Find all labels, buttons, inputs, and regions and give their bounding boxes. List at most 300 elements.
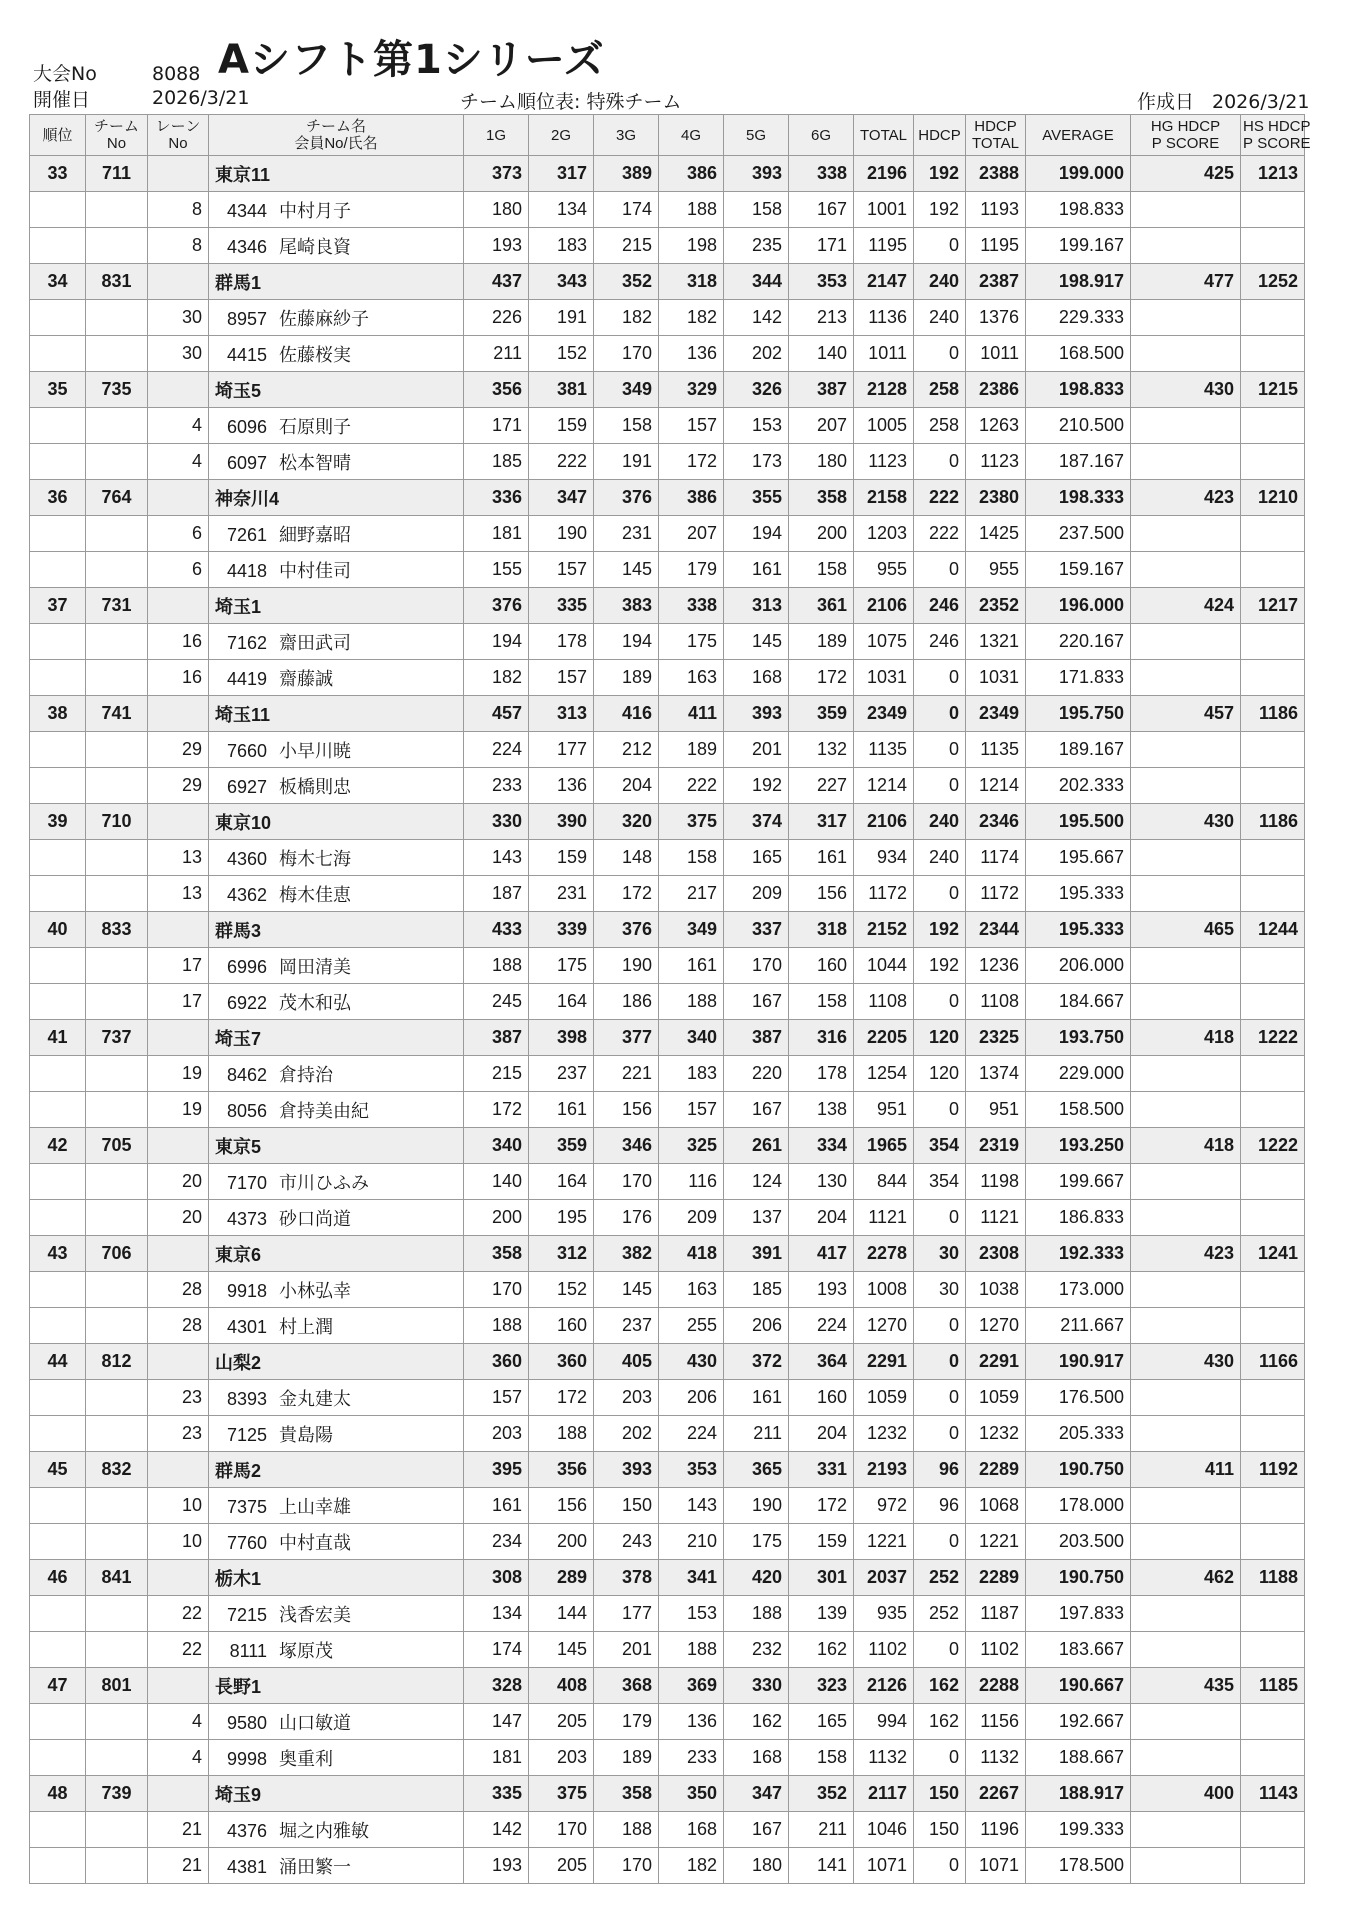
- team-hs-score: 1241: [1241, 1236, 1305, 1272]
- team-game-score: 347: [529, 480, 594, 516]
- team-hg-score: 457: [1131, 696, 1241, 732]
- member-info: [209, 228, 464, 264]
- team-game-score: 349: [659, 912, 724, 948]
- member-hdcp: 0: [914, 732, 966, 768]
- team-game-score: 340: [464, 1128, 529, 1164]
- member-game-score: 182: [659, 300, 724, 336]
- team-total: 2037: [854, 1560, 914, 1596]
- member-lane: 10: [148, 1524, 209, 1560]
- member-game-score: 194: [594, 624, 659, 660]
- member-row: [30, 1164, 1305, 1200]
- member-rank: [30, 516, 86, 552]
- team-number: 737: [86, 1020, 148, 1056]
- team-total: 2106: [854, 804, 914, 840]
- team-hg-score: 418: [1131, 1020, 1241, 1056]
- member-game-score: 155: [464, 552, 529, 588]
- team-hdcp: 246: [914, 588, 966, 624]
- team-name: 埼玉1: [209, 588, 464, 624]
- member-team-no: [86, 624, 148, 660]
- member-game-score: 161: [659, 948, 724, 984]
- member-name: 金丸建太: [279, 1388, 351, 1409]
- team-game-score: 360: [464, 1344, 529, 1380]
- team-hs-score: 1222: [1241, 1020, 1305, 1056]
- member-game-score: 156: [529, 1488, 594, 1524]
- team-game-score: 336: [464, 480, 529, 516]
- member-average: 203.500: [1026, 1524, 1131, 1560]
- team-hdcp-total: 2289: [966, 1452, 1026, 1488]
- member-game-score: 132: [789, 732, 854, 768]
- team-game-score: 338: [659, 588, 724, 624]
- team-game-score: 389: [594, 156, 659, 192]
- member-game-score: 164: [529, 984, 594, 1020]
- team-game-score: 316: [789, 1020, 854, 1056]
- team-game-score: 391: [724, 1236, 789, 1272]
- team-hdcp-total: 2267: [966, 1776, 1026, 1812]
- member-hdcp-total: 1232: [966, 1416, 1026, 1452]
- member-total: 1011: [854, 336, 914, 372]
- member-game-score: 194: [724, 516, 789, 552]
- member-game-score: 243: [594, 1524, 659, 1560]
- team-row: [30, 696, 1305, 732]
- member-hdcp: 0: [914, 1416, 966, 1452]
- member-rank: [30, 660, 86, 696]
- member-id: 6096: [226, 416, 267, 437]
- member-info: [209, 1812, 464, 1848]
- member-game-score: 158: [594, 408, 659, 444]
- member-game-score: 172: [659, 444, 724, 480]
- member-hdcp-total: 1108: [966, 984, 1026, 1020]
- team-game-score: 378: [594, 1560, 659, 1596]
- member-game-score: 188: [659, 192, 724, 228]
- team-average: 198.917: [1026, 264, 1131, 300]
- member-team-no: [86, 1524, 148, 1560]
- member-hs-score: [1241, 1704, 1305, 1740]
- member-game-score: 142: [464, 1812, 529, 1848]
- member-rank: [30, 1272, 86, 1308]
- team-game-score: 383: [594, 588, 659, 624]
- member-team-no: [86, 228, 148, 264]
- member-info: [209, 624, 464, 660]
- member-info: [209, 1704, 464, 1740]
- team-name: 長野1: [209, 1668, 464, 1704]
- member-row: [30, 840, 1305, 876]
- member-hs-score: [1241, 732, 1305, 768]
- member-game-score: 136: [529, 768, 594, 804]
- member-game-score: 182: [464, 660, 529, 696]
- member-game-score: 145: [724, 624, 789, 660]
- member-rank: [30, 1704, 86, 1740]
- member-game-score: 136: [659, 1704, 724, 1740]
- member-info: [209, 1596, 464, 1632]
- member-total: 951: [854, 1092, 914, 1128]
- team-game-score: 387: [724, 1020, 789, 1056]
- member-lane: 22: [148, 1632, 209, 1668]
- team-game-score: 358: [594, 1776, 659, 1812]
- member-id: 7215: [226, 1604, 267, 1625]
- team-number: 710: [86, 804, 148, 840]
- member-info: [209, 336, 464, 372]
- member-average: 178.000: [1026, 1488, 1131, 1524]
- team-game-score: 341: [659, 1560, 724, 1596]
- member-name: 山口敏道: [279, 1712, 351, 1733]
- member-hs-score: [1241, 444, 1305, 480]
- team-hs-score: 1186: [1241, 804, 1305, 840]
- member-rank: [30, 228, 86, 264]
- member-game-score: 233: [464, 768, 529, 804]
- team-hdcp-total: 2387: [966, 264, 1026, 300]
- member-team-no: [86, 444, 148, 480]
- member-hdcp: 96: [914, 1488, 966, 1524]
- member-game-score: 164: [529, 1164, 594, 1200]
- member-game-score: 157: [529, 552, 594, 588]
- team-hdcp-total: 2344: [966, 912, 1026, 948]
- team-number: 764: [86, 480, 148, 516]
- team-hdcp-total: 2291: [966, 1344, 1026, 1380]
- member-id: 4419: [226, 668, 267, 689]
- team-total: 2278: [854, 1236, 914, 1272]
- member-lane: 4: [148, 408, 209, 444]
- member-game-score: 202: [724, 336, 789, 372]
- member-game-score: 163: [659, 660, 724, 696]
- member-game-score: 172: [529, 1380, 594, 1416]
- member-row: [30, 1740, 1305, 1776]
- member-average: 197.833: [1026, 1596, 1131, 1632]
- team-row: [30, 1560, 1305, 1596]
- member-game-score: 180: [789, 444, 854, 480]
- member-game-score: 161: [464, 1488, 529, 1524]
- member-total: 1046: [854, 1812, 914, 1848]
- team-hs-score: 1192: [1241, 1452, 1305, 1488]
- member-team-no: [86, 840, 148, 876]
- team-row: [30, 1452, 1305, 1488]
- tournament-label: 大会No: [33, 63, 97, 85]
- member-info: [209, 876, 464, 912]
- member-game-score: 144: [529, 1596, 594, 1632]
- member-hdcp: 0: [914, 660, 966, 696]
- member-id: 6922: [226, 992, 267, 1013]
- member-game-score: 179: [659, 552, 724, 588]
- member-id: 8056: [226, 1100, 267, 1121]
- team-average: 195.500: [1026, 804, 1131, 840]
- member-info: [209, 1740, 464, 1776]
- member-info: [209, 516, 464, 552]
- member-hdcp-total: 1187: [966, 1596, 1026, 1632]
- team-lane: [148, 1668, 209, 1704]
- member-game-score: 157: [529, 660, 594, 696]
- member-rank: [30, 1596, 86, 1632]
- member-hdcp: 354: [914, 1164, 966, 1200]
- member-hdcp-total: 1135: [966, 732, 1026, 768]
- member-lane: 30: [148, 300, 209, 336]
- team-row: [30, 1668, 1305, 1704]
- member-game-score: 205: [529, 1704, 594, 1740]
- member-info: [209, 732, 464, 768]
- member-game-score: 124: [724, 1164, 789, 1200]
- member-hdcp-total: 1221: [966, 1524, 1026, 1560]
- team-hs-score: 1210: [1241, 480, 1305, 516]
- team-average: 190.750: [1026, 1452, 1131, 1488]
- member-average: 189.167: [1026, 732, 1131, 768]
- member-game-score: 158: [789, 552, 854, 588]
- member-game-score: 177: [529, 732, 594, 768]
- member-rank: [30, 1740, 86, 1776]
- team-game-score: 339: [529, 912, 594, 948]
- member-info: [209, 948, 464, 984]
- team-lane: [148, 264, 209, 300]
- team-hdcp: 0: [914, 696, 966, 732]
- member-hg-score: [1131, 1416, 1241, 1452]
- member-id: 4381: [226, 1856, 267, 1877]
- member-name: 小早川暁: [279, 740, 351, 761]
- member-lane: 28: [148, 1272, 209, 1308]
- team-lane: [148, 1344, 209, 1380]
- member-game-score: 220: [724, 1056, 789, 1092]
- member-hs-score: [1241, 1488, 1305, 1524]
- member-game-score: 205: [529, 1848, 594, 1884]
- member-hdcp-total: 1321: [966, 624, 1026, 660]
- member-game-score: 188: [724, 1596, 789, 1632]
- member-hg-score: [1131, 1632, 1241, 1668]
- team-number: 833: [86, 912, 148, 948]
- team-hdcp-total: 2346: [966, 804, 1026, 840]
- team-rank: 33: [30, 156, 86, 192]
- member-hdcp: 240: [914, 840, 966, 876]
- team-game-score: 329: [659, 372, 724, 408]
- member-hdcp: 0: [914, 876, 966, 912]
- member-lane: 23: [148, 1416, 209, 1452]
- team-game-score: 359: [529, 1128, 594, 1164]
- team-lane: [148, 696, 209, 732]
- member-game-score: 209: [659, 1200, 724, 1236]
- member-rank: [30, 1056, 86, 1092]
- member-rank: [30, 1164, 86, 1200]
- member-id: 9998: [226, 1748, 267, 1769]
- member-row: [30, 516, 1305, 552]
- member-game-score: 190: [594, 948, 659, 984]
- member-game-score: 160: [789, 1380, 854, 1416]
- team-game-score: 338: [789, 156, 854, 192]
- member-rank: [30, 1380, 86, 1416]
- member-rank: [30, 624, 86, 660]
- team-game-score: 340: [659, 1020, 724, 1056]
- team-rank: 47: [30, 1668, 86, 1704]
- team-game-score: 457: [464, 696, 529, 732]
- member-hs-score: [1241, 1416, 1305, 1452]
- member-game-score: 211: [789, 1812, 854, 1848]
- member-game-score: 140: [464, 1164, 529, 1200]
- team-hs-score: 1213: [1241, 156, 1305, 192]
- member-hs-score: [1241, 1632, 1305, 1668]
- tournament-number: 8088: [152, 63, 201, 85]
- member-game-score: 215: [464, 1056, 529, 1092]
- member-average: 199.333: [1026, 1812, 1131, 1848]
- member-hdcp-total: 1071: [966, 1848, 1026, 1884]
- member-info: [209, 1488, 464, 1524]
- team-standings-table: [29, 114, 1311, 1884]
- member-hs-score: [1241, 1200, 1305, 1236]
- member-total: 1071: [854, 1848, 914, 1884]
- member-hs-score: [1241, 1848, 1305, 1884]
- member-name: 板橋則忠: [279, 776, 351, 797]
- member-total: 1232: [854, 1416, 914, 1452]
- member-hs-score: [1241, 624, 1305, 660]
- member-hg-score: [1131, 1200, 1241, 1236]
- member-rank: [30, 1524, 86, 1560]
- member-average: 186.833: [1026, 1200, 1131, 1236]
- member-hdcp: 0: [914, 984, 966, 1020]
- member-game-score: 143: [464, 840, 529, 876]
- member-lane: 30: [148, 336, 209, 372]
- member-name: 村上潤: [279, 1316, 333, 1337]
- member-team-no: [86, 1380, 148, 1416]
- member-team-no: [86, 1272, 148, 1308]
- member-game-score: 158: [789, 1740, 854, 1776]
- team-hg-score: 465: [1131, 912, 1241, 948]
- member-game-score: 206: [659, 1380, 724, 1416]
- member-name: 倉持治: [279, 1064, 333, 1085]
- member-hdcp-total: 1196: [966, 1812, 1026, 1848]
- event-date: 2026/3/21: [152, 87, 250, 109]
- member-game-score: 159: [529, 840, 594, 876]
- member-average: 199.667: [1026, 1164, 1131, 1200]
- team-hdcp: 162: [914, 1668, 966, 1704]
- team-average: 195.750: [1026, 696, 1131, 732]
- member-row: [30, 1416, 1305, 1452]
- member-game-score: 206: [724, 1308, 789, 1344]
- member-game-score: 188: [659, 1632, 724, 1668]
- member-game-score: 235: [724, 228, 789, 264]
- member-info: [209, 840, 464, 876]
- team-game-score: 318: [659, 264, 724, 300]
- member-hdcp-total: 1011: [966, 336, 1026, 372]
- created-label: 作成日: [1137, 91, 1195, 113]
- member-name: 佐藤桜実: [279, 344, 351, 365]
- member-total: 1005: [854, 408, 914, 444]
- member-team-no: [86, 192, 148, 228]
- member-total: 1221: [854, 1524, 914, 1560]
- team-hg-score: 425: [1131, 156, 1241, 192]
- member-game-score: 189: [594, 1740, 659, 1776]
- team-game-score: 376: [464, 588, 529, 624]
- team-game-score: 355: [724, 480, 789, 516]
- member-game-score: 170: [594, 1848, 659, 1884]
- member-game-score: 167: [724, 984, 789, 1020]
- member-id: 4301: [226, 1316, 267, 1337]
- member-total: 1001: [854, 192, 914, 228]
- team-game-score: 386: [659, 156, 724, 192]
- member-average: 198.833: [1026, 192, 1131, 228]
- member-total: 844: [854, 1164, 914, 1200]
- member-lane: 22: [148, 1596, 209, 1632]
- member-game-score: 134: [529, 192, 594, 228]
- team-game-score: 313: [529, 696, 594, 732]
- member-hs-score: [1241, 1380, 1305, 1416]
- member-hdcp-total: 1270: [966, 1308, 1026, 1344]
- team-hdcp: 0: [914, 1344, 966, 1380]
- member-hs-score: [1241, 1740, 1305, 1776]
- member-game-score: 145: [594, 552, 659, 588]
- member-total: 1203: [854, 516, 914, 552]
- member-hs-score: [1241, 1272, 1305, 1308]
- report-header: [0, 0, 1357, 120]
- member-hg-score: [1131, 228, 1241, 264]
- member-hdcp: 0: [914, 336, 966, 372]
- member-info: [209, 1056, 464, 1092]
- member-game-score: 158: [724, 192, 789, 228]
- member-row: [30, 1488, 1305, 1524]
- member-game-score: 167: [724, 1812, 789, 1848]
- member-total: 1008: [854, 1272, 914, 1308]
- member-info: [209, 1632, 464, 1668]
- team-hg-score: 400: [1131, 1776, 1241, 1812]
- member-hdcp: 30: [914, 1272, 966, 1308]
- member-hg-score: [1131, 1524, 1241, 1560]
- col-total: TOTAL: [854, 115, 914, 156]
- member-game-score: 140: [789, 336, 854, 372]
- member-hdcp-total: 1132: [966, 1740, 1026, 1776]
- team-rank: 43: [30, 1236, 86, 1272]
- member-game-score: 188: [464, 948, 529, 984]
- member-game-score: 165: [724, 840, 789, 876]
- member-rank: [30, 876, 86, 912]
- team-total: 1965: [854, 1128, 914, 1164]
- member-total: 1270: [854, 1308, 914, 1344]
- team-game-score: 317: [789, 804, 854, 840]
- member-hdcp-total: 951: [966, 1092, 1026, 1128]
- member-game-score: 134: [464, 1596, 529, 1632]
- team-hs-score: 1217: [1241, 588, 1305, 624]
- team-number: 731: [86, 588, 148, 624]
- member-hs-score: [1241, 228, 1305, 264]
- col-hdcp: HDCP: [914, 115, 966, 156]
- team-hdcp: 150: [914, 1776, 966, 1812]
- team-game-score: 346: [594, 1128, 659, 1164]
- team-game-score: 376: [594, 912, 659, 948]
- member-total: 1059: [854, 1380, 914, 1416]
- team-average: 196.000: [1026, 588, 1131, 624]
- team-lane: [148, 1128, 209, 1164]
- team-number: 739: [86, 1776, 148, 1812]
- team-game-score: 352: [789, 1776, 854, 1812]
- member-team-no: [86, 1704, 148, 1740]
- member-lane: 16: [148, 660, 209, 696]
- member-game-score: 245: [464, 984, 529, 1020]
- member-hdcp-total: 1214: [966, 768, 1026, 804]
- team-name: 東京6: [209, 1236, 464, 1272]
- member-hdcp: 150: [914, 1812, 966, 1848]
- team-game-score: 359: [789, 696, 854, 732]
- team-game-score: 347: [724, 1776, 789, 1812]
- member-game-score: 188: [464, 1308, 529, 1344]
- member-game-score: 232: [724, 1632, 789, 1668]
- member-game-score: 137: [724, 1200, 789, 1236]
- member-game-score: 143: [659, 1488, 724, 1524]
- member-game-score: 213: [789, 300, 854, 336]
- team-hdcp-total: 2319: [966, 1128, 1026, 1164]
- member-game-score: 190: [529, 516, 594, 552]
- team-hdcp: 252: [914, 1560, 966, 1596]
- member-hs-score: [1241, 1524, 1305, 1560]
- member-game-score: 231: [594, 516, 659, 552]
- member-game-score: 138: [789, 1092, 854, 1128]
- member-game-score: 193: [464, 228, 529, 264]
- team-total: 2126: [854, 1668, 914, 1704]
- member-game-score: 175: [659, 624, 724, 660]
- member-id: 4360: [226, 848, 267, 869]
- member-game-score: 233: [659, 1740, 724, 1776]
- member-game-score: 210: [659, 1524, 724, 1560]
- team-hs-score: 1188: [1241, 1560, 1305, 1596]
